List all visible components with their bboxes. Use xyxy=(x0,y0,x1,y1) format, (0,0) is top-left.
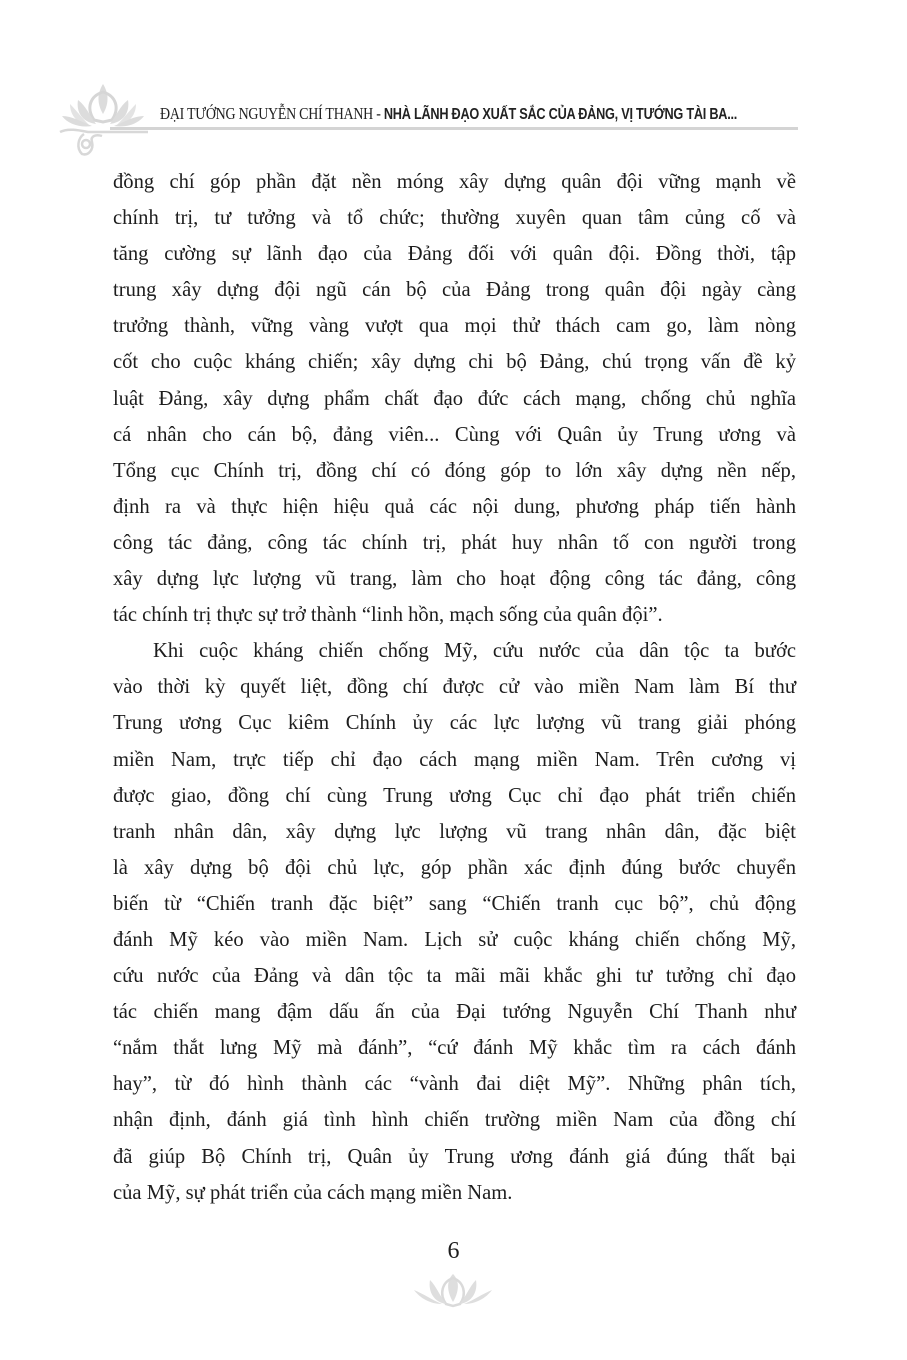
text-line: trưởng thành, vững vàng vượt qua mọi thử thách cam go, làm nòng xyxy=(113,315,796,338)
text-line: đánh Mỹ kéo vào miền Nam. Lịch sử cuộc kháng chiến chống Mỹ, xyxy=(113,928,796,951)
text-line: xây dựng lực lượng vũ trang, làm cho hoạt động công tác đảng, công xyxy=(113,568,796,591)
text-line: tranh nhân dân, xây dựng lực lượng vũ trang nhân dân, đặc biệt xyxy=(113,820,796,843)
text-line: định ra và thực hiện hiệu quả các nội dung, phương pháp tiến hành xyxy=(113,495,796,518)
text-line: trung xây dựng đội ngũ cán bộ của Đảng trong quân đội ngày càng xyxy=(113,279,796,302)
text-line: tác chiến mang đậm dấu ấn của Đại tướng Nguyễn Chí Thanh như xyxy=(113,1001,796,1024)
text-line: công tác đảng, công tác chính trị, phát huy nhân tố con người trong xyxy=(113,531,796,554)
text-line: chính trị, tư tưởng và tổ chức; thường xuyên quan tâm củng cố và xyxy=(113,207,796,230)
text-line: cá nhân cho cán bộ, đảng viên... Cùng với Quân ủy Trung ương và xyxy=(113,423,796,446)
header-divider xyxy=(110,127,798,130)
page-number: 6 xyxy=(447,1238,460,1264)
text-line: biến từ “Chiến tranh đặc biệt” sang “Chiến tranh cục bộ”, chủ động xyxy=(113,892,796,915)
text-line: luật Đảng, xây dựng phẩm chất đạo đức cách mạng, chống chủ nghĩa xyxy=(113,387,796,410)
body-text xyxy=(113,164,796,1211)
text-line: hay”, từ đó hình thành các “vành đai diệt Mỹ”. Những phân tích, xyxy=(113,1073,796,1096)
running-header xyxy=(160,104,737,124)
text-line: Trung ương Cục kiêm Chính ủy các lực lượng vũ trang giải phóng xyxy=(113,712,796,735)
text-line: đồng chí góp phần đặt nền móng xây dựng quân đội vững mạnh về xyxy=(113,171,796,193)
text-line: vào thời kỳ quyết liệt, đồng chí được cử vào miền Nam làm Bí thư xyxy=(113,676,796,699)
lotus-ornament-icon xyxy=(58,82,148,157)
lotus-ornament-icon xyxy=(412,1272,494,1308)
text-line: “nắm thắt lưng Mỹ mà đánh”, “cứ đánh Mỹ khắc tìm ra cách đánh xyxy=(113,1037,796,1060)
text-line: là xây dựng bộ đội chủ lực, góp phần xác định đúng bước chuyển xyxy=(113,856,796,879)
text-line: được giao, đồng chí cùng Trung ương Cục chỉ đạo phát triển chiến xyxy=(113,784,796,807)
text-line: miền Nam, trực tiếp chỉ đạo cách mạng miền Nam. Trên cương vị xyxy=(113,748,796,771)
text-line: tăng cường sự lãnh đạo của Đảng đối với quân đội. Đồng thời, tập xyxy=(113,243,796,266)
text-line: cứu nước của Đảng và dân tộc ta mãi mãi khắc ghi tư tưởng chỉ đạo xyxy=(113,965,796,988)
text-line: tác chính trị thực sự trở thành “linh hồn, mạch sống của quân đội”. xyxy=(113,604,663,627)
text-line: Tổng cục Chính trị, đồng chí có đóng góp to lớn xây dựng nền nếp, xyxy=(113,459,796,482)
running-header-subtitle: NHÀ LÃNH ĐẠO XUẤT SẮC CỦA ĐẢNG, VỊ TƯỚNG TÀI BA... xyxy=(383,106,738,123)
text-line: cốt cho cuộc kháng chiến; xây dựng chi bộ Đảng, chú trọng vấn đề kỷ xyxy=(113,351,796,374)
text-line: Khi cuộc kháng chiến chống Mỹ, cứu nước của dân tộc ta bước xyxy=(153,640,796,663)
running-header-title: ĐẠI TƯỚNG NGUYỄN CHÍ THANH - xyxy=(160,104,384,123)
text-line: của Mỹ, sự phát triển của cách mạng miền Nam. xyxy=(113,1181,513,1204)
text-line: đã giúp Bộ Chính trị, Quân ủy Trung ương đánh giá đúng thất bại xyxy=(113,1145,796,1168)
text-line: nhận định, đánh giá tình hình chiến trường miền Nam của đồng chí xyxy=(113,1109,796,1132)
